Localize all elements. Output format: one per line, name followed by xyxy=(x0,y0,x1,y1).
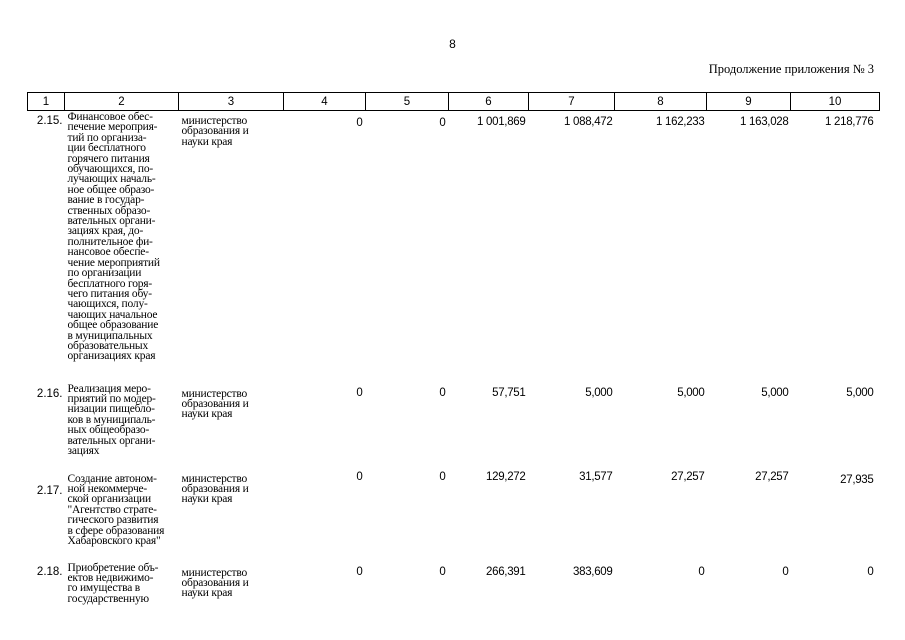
value-cell: 57,751 xyxy=(492,386,526,399)
executor: министерство образования и науки края xyxy=(181,566,249,600)
column-header: 9 xyxy=(707,93,791,111)
value-cell: 27,935 xyxy=(840,473,874,486)
value-cell: 27,257 xyxy=(755,470,789,483)
column-header: 6 xyxy=(449,93,529,111)
executor: министерство образования и науки края xyxy=(181,115,249,148)
table-row xyxy=(28,563,880,623)
value-cell: 0 xyxy=(782,565,789,578)
value-cell: 5,000 xyxy=(761,386,789,399)
value-cell: 0 xyxy=(439,565,446,578)
table-row xyxy=(28,381,880,471)
table-row xyxy=(28,111,880,381)
value-cell: 0 xyxy=(356,117,363,129)
value-cell: 1 218,776 xyxy=(825,116,874,128)
measure-name: Создание автоном- ной некоммерче- ской организации "Агентство страте- гического развития в сфере образования Хабаровского края" xyxy=(67,472,165,547)
value-cell: 129,272 xyxy=(486,470,526,483)
row-number: 2.17. xyxy=(36,484,63,497)
table-row xyxy=(28,471,880,563)
column-header: 7 xyxy=(529,93,615,111)
measure-name: Финансовое обес- печение мероприя- тий по организа- ции бесплатного горячего питания обучающихся, по- лучающих началь- ное общее образо- вание в государ- ственных образо- вательных органи- зациях края, до- полнительное фи- нансовое обеспе- чение мероприятий по организации бесплатного горя- чего питания обу- чающихся, полу- чающих начальное общее образование в муниципальных образовательных организациях края xyxy=(67,111,160,363)
value-cell: 0 xyxy=(867,565,874,578)
value-cell: 0 xyxy=(698,565,705,578)
column-header: 1 xyxy=(28,93,65,111)
column-header: 8 xyxy=(615,93,707,111)
value-cell: 1 162,233 xyxy=(656,116,705,128)
value-cell: 0 xyxy=(439,117,446,129)
row-number: 2.15. xyxy=(36,115,63,127)
column-number-header-row xyxy=(28,93,880,111)
page-number: 8 xyxy=(449,37,456,51)
value-cell: 1 001,869 xyxy=(477,116,526,128)
appendix-continuation-label: Продолжение приложения № 3 xyxy=(708,62,874,76)
value-cell: 383,609 xyxy=(573,565,613,578)
measure-name: Приобретение объ- ектов недвижимо- го имущества в государственную xyxy=(67,561,159,605)
value-cell: 27,257 xyxy=(671,470,705,483)
value-cell: 0 xyxy=(356,565,363,578)
value-cell: 31,577 xyxy=(579,470,613,483)
value-cell: 0 xyxy=(356,470,363,483)
column-header: 10 xyxy=(791,93,880,111)
value-cell: 1 088,472 xyxy=(564,116,613,128)
column-header: 4 xyxy=(284,93,366,111)
value-cell: 5,000 xyxy=(846,386,874,399)
value-cell: 5,000 xyxy=(585,386,613,399)
executor: министерство образования и науки края xyxy=(181,472,249,506)
value-cell: 266,391 xyxy=(486,565,526,578)
row-number: 2.18. xyxy=(36,565,63,578)
value-cell: 0 xyxy=(439,386,446,399)
row-number: 2.16. xyxy=(36,387,63,400)
column-header: 2 xyxy=(65,93,179,111)
executor: министерство образования и науки края xyxy=(181,387,249,421)
budget-table xyxy=(27,92,880,623)
measure-name: Реализация меро- приятий по модер- низации пищебло- ков в муниципаль- ных общеобразо- вательных органи- зациях xyxy=(67,382,156,457)
value-cell: 5,000 xyxy=(677,386,705,399)
value-cell: 1 163,028 xyxy=(740,116,789,128)
column-header: 3 xyxy=(179,93,284,111)
value-cell: 0 xyxy=(356,386,363,399)
column-header: 5 xyxy=(366,93,449,111)
value-cell: 0 xyxy=(439,470,446,483)
